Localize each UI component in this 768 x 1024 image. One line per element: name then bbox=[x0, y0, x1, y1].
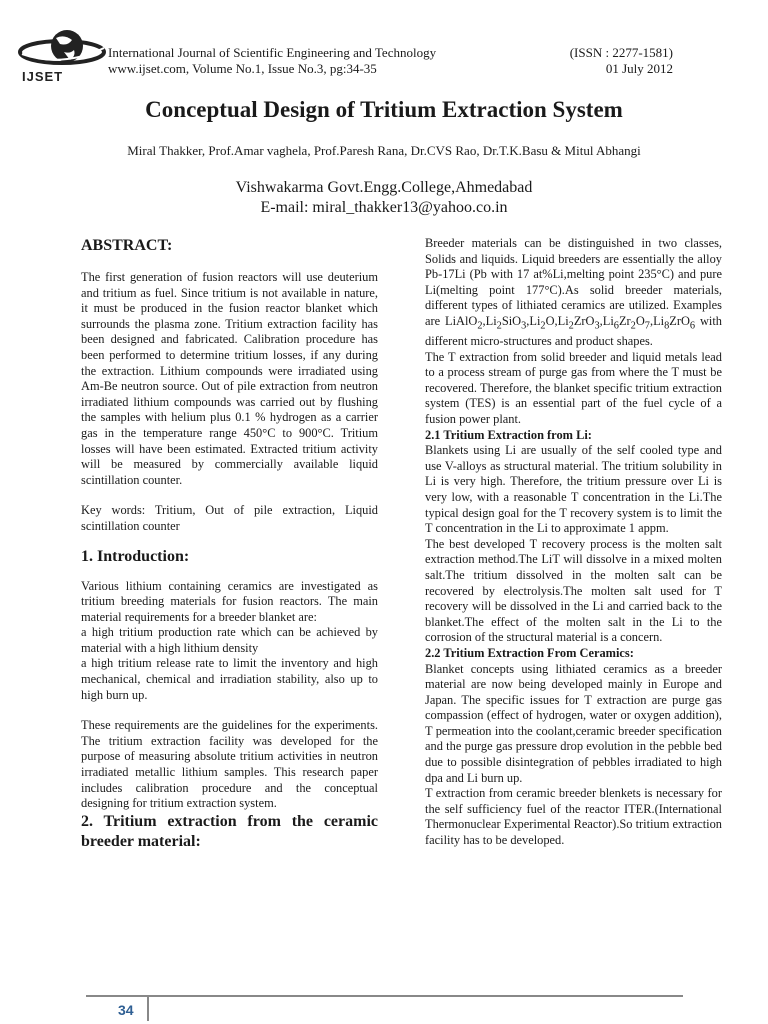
issn: (ISSN : 2277-1581) bbox=[569, 45, 673, 60]
journal-issue: www.ijset.com, Volume No.1, Issue No.3, pg:34-35 bbox=[108, 61, 377, 76]
abstract-text: The first generation of fusion reactors will use deuterium and tritium as fuel. Since tritium is not available in nature, it must be produced in the fusion reactor blanket which surrounds the plasma zone. Tritium extraction facility has been designed and fabricated. Calibration procedure has been performed to determine tritium losses, if any during the extraction. Lithium compounds were irradiated using Am-Be neutron source. Out of pile extraction from neutron irradiated lithium compounds was carried out by flushing the samples with helium plus 0.1 % hydrogen as a carrier gas in the temperature range 450°C to 900°C. Tritium losses will have been estimated. Extracted tritium activity will be measured by commercially available liquid scintillation counter. bbox=[81, 270, 378, 487]
breeder-materials-text-end: with different micro-structures and product shapes. bbox=[425, 313, 722, 349]
page-number: 34 bbox=[118, 1002, 134, 1018]
logo-text: IJSET bbox=[22, 69, 64, 84]
footer-rule bbox=[86, 995, 683, 997]
paper-authors: Miral Thakker, Prof.Amar vaghela, Prof.Paresh Rana, Dr.CVS Rao, Dr.T.K.Basu & Mitul Abhangi bbox=[127, 143, 641, 158]
paper-title: Conceptual Design of Tritium Extraction System bbox=[145, 97, 623, 122]
intro-paragraph-1: Various lithium containing ceramics are investigated as tritium breeding materials for fusion reactors. The main material requirements for a breeder blanket are: bbox=[81, 578, 378, 624]
right-column bbox=[425, 236, 722, 849]
author-email: E-mail: miral_thakker13@yahoo.co.in bbox=[260, 199, 508, 216]
intro-requirement-1: a high tritium production rate which can be achieved by material with a high lithium density bbox=[81, 625, 378, 655]
ceramics-formula-list: $LiAlO_2,Li_2SiO_3,Li_2O,Li_2ZrO_3,Li_6Zr_2O_7,Li_8ZrO_6$ bbox=[445, 313, 696, 332]
subsection-2-1-paragraph-2: The best developed T recovery process is the molten salt extraction method.The LiT will dissolve in a mixed molten salt.The tritium dissolved in the molten salt can be recovered by electrolysis.The molten salt used for T recovery will be dissolved in the Li and carried back to the blanket.The effect of the molten salt in the Li to the corrosion of the structural material is a concern. bbox=[425, 536, 722, 645]
journal-name: International Journal of Scientific Engineering and Technology bbox=[108, 45, 437, 60]
subsection-2-2-heading: 2.2 Tritium Extraction From Ceramics: bbox=[425, 645, 634, 660]
publication-date: 01 July 2012 bbox=[605, 61, 673, 76]
intro-requirement-2: a high tritium release rate to limit the inventory and high mechanical, chemical and irradiation stability, also up to high burn up. bbox=[81, 656, 378, 702]
breeder-materials-paragraph bbox=[425, 236, 722, 350]
left-column bbox=[81, 236, 378, 852]
subsection-2-2-paragraph-2: T extraction from ceramic breeder blenkets is necessary for the self sufficiency fuel of the reactor ITER.(International Thermonuclear Experimental Reactor).So tritium extraction facility has to be developed. bbox=[425, 786, 722, 848]
affiliation-block bbox=[0, 178, 768, 218]
abstract-heading: ABSTRACT: bbox=[81, 237, 173, 254]
subsection-2-1-heading: 2.1 Tritium Extraction from Li: bbox=[425, 427, 592, 442]
introduction-heading: 1. Introduction: bbox=[81, 547, 190, 565]
section-2-heading: 2. Tritium extraction from the ceramic breeder material: bbox=[81, 812, 378, 850]
footer-divider bbox=[147, 995, 149, 1021]
keywords: Key words: Tritium, Out of pile extraction, Liquid scintillation counter bbox=[81, 503, 378, 533]
issn-header bbox=[570, 45, 673, 77]
t-extraction-paragraph: The T extraction from solid breeder and liquid metals lead to a process stream of purge gas from where the T must be recovered. Therefore, the blanket specific tritium extraction system (TES) is an essential part of the fuel cycle of a fusion power plant. bbox=[425, 349, 722, 426]
journal-header bbox=[108, 45, 436, 77]
affiliation: Vishwakarma Govt.Engg.College,Ahmedabad bbox=[235, 179, 533, 196]
subsection-2-2-paragraph-1: Blanket concepts using lithiated ceramics as a breeder material are now being developed mainly in Europe and Japan. The specific issues for T extraction are purge gas compassion (effect of hydrogen, water or oxygen addition), T permeation into the coolant,ceramic breeder specification and the purge gas pressure drop evolution in the pebble bed due to possible disintegration of pebbles irradiated to high dpa and Li burn up. bbox=[425, 661, 722, 785]
breeder-materials-text: Breeder materials can be distinguished in two classes, Solids and liquids. Liquid breeders are essentially the alloy Pb-17Li (Pb with 17 at%Li,melting point 235°C) and pure Li(melting point 177°C).As solid breeder materials, different types of lithiated ceramics are utilized. Examples are bbox=[425, 236, 722, 328]
intro-paragraph-2: These requirements are the guidelines for the experiments. The tritium extraction facility was developed for the purpose of measuring absolute tritium activities in neutron irradiated metallic lithium samples. This research paper includes calibration procedure and the conceptual designing for tritium extraction system. bbox=[81, 718, 378, 811]
subsection-2-1-paragraph-1: Blankets using Li are usually of the self cooled type and use V-alloys as structural material. The tritium solubility in Li is very high. Therefore, the tritium pressure over Li is very low, with a reasonable T concentration in the Li.The typical design goal for the T recovery system is to limit the T concentration in the Li to approximate 1 appm. bbox=[425, 443, 722, 536]
